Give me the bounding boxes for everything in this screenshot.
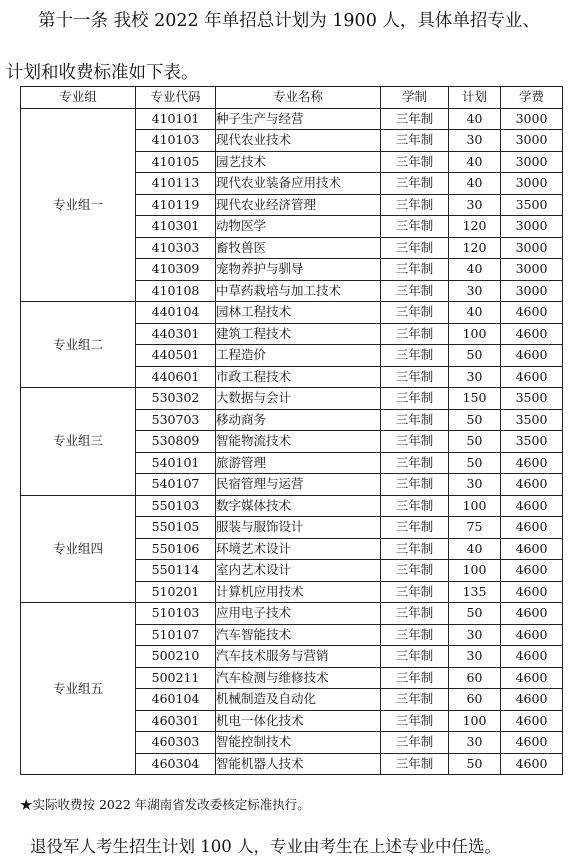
tuition-fee: 3000 <box>501 151 563 173</box>
major-name: 市政工程技术 <box>216 366 381 388</box>
enrollment-plan: 30 <box>449 130 501 152</box>
major-name: 民宿管理与运营 <box>216 474 381 496</box>
major-name: 畜牧兽医 <box>216 237 381 259</box>
major-name: 机电一体化技术 <box>216 710 381 732</box>
tuition-fee: 3500 <box>501 194 563 216</box>
major-code: 510107 <box>136 624 216 646</box>
major-code: 550105 <box>136 517 216 539</box>
major-code: 550106 <box>136 538 216 560</box>
study-duration: 三年制 <box>381 624 449 646</box>
tuition-fee: 4600 <box>501 323 563 345</box>
major-code: 410101 <box>136 108 216 130</box>
intro-line-1: 第十一条 我校 2022 年单招总计划为 1900 人，具体单招专业、 <box>38 11 540 31</box>
enrollment-plan: 50 <box>449 753 501 775</box>
major-code: 500211 <box>136 667 216 689</box>
table-row <box>21 108 563 130</box>
enrollment-plan: 40 <box>449 538 501 560</box>
study-duration: 三年制 <box>381 452 449 474</box>
enrollment-plan: 50 <box>449 409 501 431</box>
enrollment-plan: 30 <box>449 280 501 302</box>
enrollment-plan: 50 <box>449 345 501 367</box>
major-name: 计算机应用技术 <box>216 581 381 603</box>
tuition-fee: 3500 <box>501 431 563 453</box>
study-duration: 三年制 <box>381 237 449 259</box>
major-name: 旅游管理 <box>216 452 381 474</box>
study-duration: 三年制 <box>381 732 449 754</box>
study-duration: 三年制 <box>381 538 449 560</box>
enrollment-plan: 50 <box>449 431 501 453</box>
table-body <box>21 108 563 775</box>
major-code: 500210 <box>136 646 216 668</box>
enrollment-plan: 100 <box>449 495 501 517</box>
major-code: 550103 <box>136 495 216 517</box>
major-code: 410301 <box>136 216 216 238</box>
enrollment-plan: 30 <box>449 474 501 496</box>
tuition-fee: 3000 <box>501 216 563 238</box>
study-duration: 三年制 <box>381 710 449 732</box>
enrollment-plan: 40 <box>449 151 501 173</box>
major-name: 智能机器人技术 <box>216 753 381 775</box>
study-duration: 三年制 <box>381 108 449 130</box>
study-duration: 三年制 <box>381 345 449 367</box>
enrollment-plan: 40 <box>449 173 501 195</box>
tuition-fee: 3500 <box>501 409 563 431</box>
tuition-fee: 4600 <box>501 603 563 625</box>
tuition-fee: 4600 <box>501 624 563 646</box>
tuition-fee: 4600 <box>501 495 563 517</box>
major-name: 动物医学 <box>216 216 381 238</box>
study-duration: 三年制 <box>381 388 449 410</box>
table-row <box>21 495 563 517</box>
enrollment-plan: 120 <box>449 216 501 238</box>
header-plan: 计划 <box>449 87 501 109</box>
major-name: 智能控制技术 <box>216 732 381 754</box>
major-name: 应用电子技术 <box>216 603 381 625</box>
major-name: 现代农业经济管理 <box>216 194 381 216</box>
table-row <box>21 302 563 324</box>
header-code: 专业代码 <box>136 87 216 109</box>
tuition-fee: 3500 <box>501 388 563 410</box>
table-row <box>21 603 563 625</box>
major-name: 大数据与会计 <box>216 388 381 410</box>
major-name: 服装与服饰设计 <box>216 517 381 539</box>
veterans-plan-text: 退役军人考生招生计划 100 人，专业由考生在上述专业中任选。 <box>30 837 501 856</box>
header-group: 专业组 <box>21 87 136 109</box>
major-name: 机械制造及自动化 <box>216 689 381 711</box>
tuition-fee: 4600 <box>501 452 563 474</box>
major-name: 现代农业装备应用技术 <box>216 173 381 195</box>
enrollment-plan: 75 <box>449 517 501 539</box>
major-code: 510103 <box>136 603 216 625</box>
major-name: 园林工程技术 <box>216 302 381 324</box>
study-duration: 三年制 <box>381 302 449 324</box>
study-duration: 三年制 <box>381 474 449 496</box>
study-duration: 三年制 <box>381 216 449 238</box>
study-duration: 三年制 <box>381 667 449 689</box>
tuition-fee: 3000 <box>501 280 563 302</box>
tuition-fee: 3000 <box>501 108 563 130</box>
enrollment-plan: 150 <box>449 388 501 410</box>
tuition-fee: 4600 <box>501 474 563 496</box>
major-code: 460304 <box>136 753 216 775</box>
major-name: 园艺技术 <box>216 151 381 173</box>
tuition-fee: 4600 <box>501 732 563 754</box>
intro-line-2: 计划和收费标准如下表。 <box>6 63 199 83</box>
enrollment-plan: 30 <box>449 624 501 646</box>
major-code: 440501 <box>136 345 216 367</box>
major-code: 550114 <box>136 560 216 582</box>
tuition-fee: 4600 <box>501 710 563 732</box>
major-code: 410108 <box>136 280 216 302</box>
major-code: 460303 <box>136 732 216 754</box>
enrollment-plan: 30 <box>449 646 501 668</box>
study-duration: 三年制 <box>381 130 449 152</box>
major-code: 540101 <box>136 452 216 474</box>
group-name: 专业组四 <box>21 495 136 603</box>
tuition-fee: 4600 <box>501 366 563 388</box>
study-duration: 三年制 <box>381 560 449 582</box>
major-name: 汽车检测与维修技术 <box>216 667 381 689</box>
study-duration: 三年制 <box>381 151 449 173</box>
study-duration: 三年制 <box>381 517 449 539</box>
enrollment-plan: 60 <box>449 667 501 689</box>
tuition-fee: 4600 <box>501 689 563 711</box>
major-name: 数字媒体技术 <box>216 495 381 517</box>
major-name: 移动商务 <box>216 409 381 431</box>
study-duration: 三年制 <box>381 646 449 668</box>
major-name: 汽车技术服务与营销 <box>216 646 381 668</box>
major-name: 中草药栽培与加工技术 <box>216 280 381 302</box>
fee-note: ★实际收费按 2022 年湖南省发改委核定标准执行。 <box>20 797 310 812</box>
study-duration: 三年制 <box>381 431 449 453</box>
tuition-fee: 4600 <box>501 753 563 775</box>
study-duration: 三年制 <box>381 280 449 302</box>
header-fee: 学费 <box>501 87 563 109</box>
major-name: 建筑工程技术 <box>216 323 381 345</box>
major-code: 410119 <box>136 194 216 216</box>
intro-paragraph <box>6 6 581 88</box>
study-duration: 三年制 <box>381 603 449 625</box>
enrollment-plan: 100 <box>449 710 501 732</box>
header-system: 学制 <box>381 87 449 109</box>
major-name: 环境艺术设计 <box>216 538 381 560</box>
major-name: 室内艺术设计 <box>216 560 381 582</box>
tuition-fee: 4600 <box>501 538 563 560</box>
tuition-fee: 4600 <box>501 581 563 603</box>
study-duration: 三年制 <box>381 689 449 711</box>
major-code: 410103 <box>136 130 216 152</box>
group-name: 专业组一 <box>21 108 136 302</box>
major-name: 现代农业技术 <box>216 130 381 152</box>
major-code: 530302 <box>136 388 216 410</box>
study-duration: 三年制 <box>381 581 449 603</box>
group-name: 专业组二 <box>21 302 136 388</box>
study-duration: 三年制 <box>381 409 449 431</box>
table-row <box>21 388 563 410</box>
enrollment-plan: 50 <box>449 452 501 474</box>
enrollment-plan: 30 <box>449 194 501 216</box>
major-code: 440104 <box>136 302 216 324</box>
study-duration: 三年制 <box>381 259 449 281</box>
tuition-fee: 3000 <box>501 173 563 195</box>
tuition-fee: 4600 <box>501 667 563 689</box>
major-name: 种子生产与经营 <box>216 108 381 130</box>
enrollment-plan: 30 <box>449 732 501 754</box>
enrollment-plan: 40 <box>449 259 501 281</box>
enrollment-plan: 40 <box>449 108 501 130</box>
tuition-fee: 4600 <box>501 560 563 582</box>
tuition-fee: 3000 <box>501 237 563 259</box>
study-duration: 三年制 <box>381 173 449 195</box>
major-code: 440301 <box>136 323 216 345</box>
enrollment-plan-table <box>20 86 563 775</box>
tuition-fee: 3000 <box>501 130 563 152</box>
major-name: 汽车智能技术 <box>216 624 381 646</box>
major-code: 510201 <box>136 581 216 603</box>
group-name: 专业组三 <box>21 388 136 496</box>
enrollment-plan: 135 <box>449 581 501 603</box>
header-name: 专业名称 <box>216 87 381 109</box>
study-duration: 三年制 <box>381 753 449 775</box>
major-name: 智能物流技术 <box>216 431 381 453</box>
major-code: 410105 <box>136 151 216 173</box>
major-code: 460104 <box>136 689 216 711</box>
enrollment-plan: 120 <box>449 237 501 259</box>
major-name: 宠物养护与驯导 <box>216 259 381 281</box>
tuition-fee: 3000 <box>501 259 563 281</box>
major-code: 440601 <box>136 366 216 388</box>
major-code: 530809 <box>136 431 216 453</box>
major-code: 530703 <box>136 409 216 431</box>
enrollment-plan: 40 <box>449 302 501 324</box>
tuition-fee: 4600 <box>501 302 563 324</box>
major-code: 410309 <box>136 259 216 281</box>
major-code: 410113 <box>136 173 216 195</box>
table-header-row <box>21 87 563 109</box>
major-code: 540107 <box>136 474 216 496</box>
group-name: 专业组五 <box>21 603 136 775</box>
study-duration: 三年制 <box>381 323 449 345</box>
study-duration: 三年制 <box>381 366 449 388</box>
study-duration: 三年制 <box>381 194 449 216</box>
enrollment-plan: 100 <box>449 560 501 582</box>
tuition-fee: 4600 <box>501 345 563 367</box>
study-duration: 三年制 <box>381 495 449 517</box>
tuition-fee: 4600 <box>501 646 563 668</box>
enrollment-plan: 100 <box>449 323 501 345</box>
enrollment-plan: 30 <box>449 366 501 388</box>
major-name: 工程造价 <box>216 345 381 367</box>
enrollment-plan: 60 <box>449 689 501 711</box>
tuition-fee: 4600 <box>501 517 563 539</box>
enrollment-plan: 50 <box>449 603 501 625</box>
major-code: 410303 <box>136 237 216 259</box>
major-code: 460301 <box>136 710 216 732</box>
